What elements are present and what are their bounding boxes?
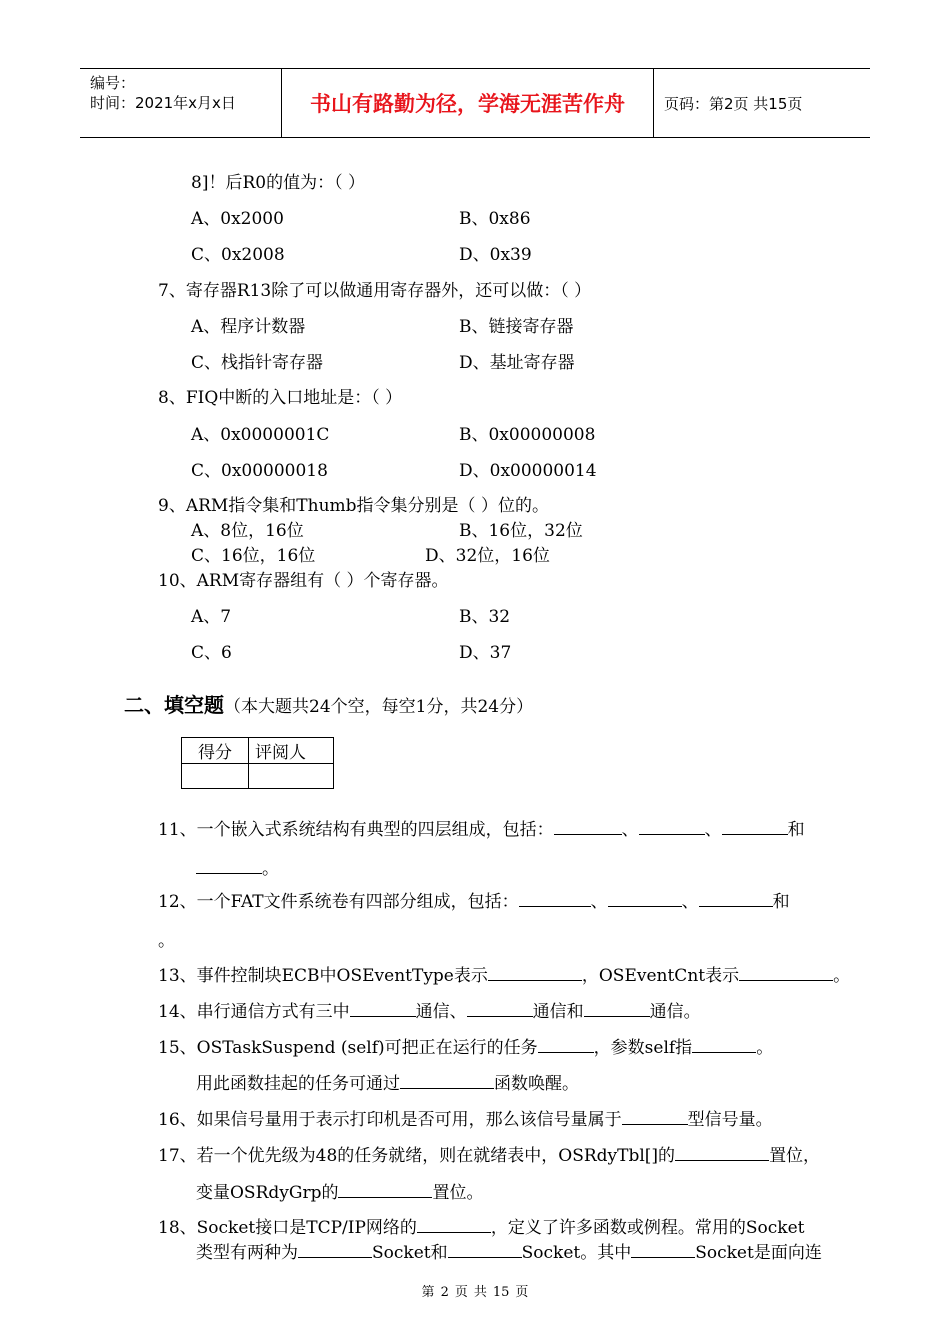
q7-option-d: D、基址寄存器 xyxy=(459,353,575,373)
footer-di: 第 xyxy=(421,1285,435,1300)
number-label: 编号： xyxy=(90,74,136,92)
q8-option-b: B、0x00000008 xyxy=(459,425,596,445)
q11-stem: 11、一个嵌入式系统结构有典型的四层组成，包括： xyxy=(158,820,554,840)
footer-total-pages: 15 xyxy=(492,1285,510,1300)
q15-line2a: 用此函数挂起的任务可通过 xyxy=(196,1074,400,1094)
q18-line2d: Socket是面向连 xyxy=(695,1243,822,1263)
footer-ye1: 页 xyxy=(454,1285,468,1300)
q16-blank[interactable] xyxy=(622,1108,688,1125)
q13-end: 。 xyxy=(833,966,851,986)
q12-blank-1[interactable] xyxy=(519,890,591,907)
q17-line2 xyxy=(196,1181,483,1204)
q6-option-c: C、0x2008 xyxy=(191,245,285,265)
q8-option-d: D、0x00000014 xyxy=(459,461,597,481)
score-label: 得分 xyxy=(182,738,249,764)
q14-blank-2[interactable] xyxy=(467,1000,533,1017)
q12-end: 。 xyxy=(158,931,175,951)
header-info xyxy=(80,69,282,137)
q16-end: 型信号量。 xyxy=(687,1110,773,1130)
score-cell[interactable] xyxy=(182,764,249,789)
q18-line1 xyxy=(158,1216,805,1239)
q11-sep2: 、 xyxy=(704,820,722,840)
q10-option-a: A、7 xyxy=(191,607,232,627)
q17-blank-2[interactable] xyxy=(338,1181,432,1198)
q16-stem: 16、如果信号量用于表示打印机是否可用，那么该信号量属于 xyxy=(158,1110,622,1130)
q10-option-b: B、32 xyxy=(459,607,511,627)
q11-blank-2[interactable] xyxy=(639,818,705,835)
q15-blank-1[interactable] xyxy=(538,1036,594,1053)
q15-line1 xyxy=(158,1036,773,1059)
q17-line2b: 置位。 xyxy=(432,1183,484,1203)
q8-option-c: C、0x00000018 xyxy=(191,461,328,481)
page-footer xyxy=(0,1281,950,1300)
q14-p3: 通信。 xyxy=(649,1002,701,1022)
q15-blank-2[interactable] xyxy=(692,1036,756,1053)
q17-line1 xyxy=(158,1144,820,1167)
q15-line2b: 函数唤醒。 xyxy=(494,1074,579,1094)
q18-stem: 18、Socket接口是TCP/IP网络的 xyxy=(158,1218,417,1238)
q14-blank-1[interactable] xyxy=(350,1000,416,1017)
q7-option-a: A、程序计数器 xyxy=(191,317,306,337)
footer-page-number: 2 xyxy=(440,1285,449,1300)
q8-option-a: A、0x0000001C xyxy=(191,425,330,445)
q11-line2 xyxy=(196,857,279,880)
q13-mid: ，OSEventCnt表示 xyxy=(581,966,740,986)
q14-stem: 14、串行通信方式有三中 xyxy=(158,1002,350,1022)
q11-blank-4[interactable] xyxy=(196,857,262,874)
q7-option-b: B、链接寄存器 xyxy=(459,317,574,337)
q14-line xyxy=(158,1000,701,1023)
q11-and: 和 xyxy=(787,820,805,840)
q10-option-d: D、37 xyxy=(459,643,512,663)
q15-stem: 15、OSTaskSuspend (self)可把正在运行的任务 xyxy=(158,1038,538,1058)
q17-blank-1[interactable] xyxy=(675,1144,769,1161)
q6-option-b: B、0x86 xyxy=(459,209,531,229)
q11-end: 。 xyxy=(262,859,279,879)
q6-option-a: A、0x2000 xyxy=(191,209,284,229)
q9-option-b: B、16位，32位 xyxy=(459,521,583,541)
q13-blank-2[interactable] xyxy=(739,964,833,981)
section-heading xyxy=(124,689,533,718)
q9-option-d: D、32位，16位 xyxy=(425,546,550,566)
q12-stem: 12、一个FAT文件系统卷有四部分组成，包括： xyxy=(158,892,519,912)
q6-tail: 8]！后R0的值为：（ ） xyxy=(191,173,365,193)
section-title: 二、填空题 xyxy=(124,693,224,717)
q18-line2b: Socket和 xyxy=(372,1243,448,1263)
q11-blank-3[interactable] xyxy=(722,818,788,835)
q15-mid: ，参数self指 xyxy=(593,1038,693,1058)
q9-option-c: C、16位，16位 xyxy=(191,546,316,566)
q18-blank-3[interactable] xyxy=(448,1241,522,1258)
q12-sep2: 、 xyxy=(681,892,699,912)
q15-end: 。 xyxy=(756,1038,774,1058)
footer-gong: 共 xyxy=(473,1285,487,1300)
q17-end: 置位， xyxy=(769,1146,821,1166)
q10-stem: 10、ARM寄存器组有（ ）个寄存器。 xyxy=(158,571,449,591)
q13-blank-1[interactable] xyxy=(488,964,582,981)
q12-and: 和 xyxy=(772,892,790,912)
q16-line xyxy=(158,1108,773,1131)
page-label: 页码：第2页 共15页 xyxy=(664,94,803,113)
q18-line2 xyxy=(196,1241,822,1264)
q13-line xyxy=(158,964,850,987)
q9-option-a: A、8位，16位 xyxy=(191,521,304,541)
q17-line2a: 变量OSRdyGrp的 xyxy=(196,1183,339,1203)
q18-blank-2[interactable] xyxy=(298,1241,372,1258)
q17-stem: 17、若一个优先级为48的任务就绪，则在就绪表中，OSRdyTbl[]的 xyxy=(158,1146,676,1166)
q18-blank-4[interactable] xyxy=(631,1241,695,1258)
q7-option-c: C、栈指针寄存器 xyxy=(191,353,324,373)
q11-sep1: 、 xyxy=(621,820,639,840)
footer-ye2: 页 xyxy=(515,1285,529,1300)
page-header xyxy=(80,68,870,138)
q14-p2: 通信和 xyxy=(532,1002,584,1022)
q6-option-d: D、0x39 xyxy=(459,245,532,265)
q18-line2c: Socket。其中 xyxy=(521,1243,632,1263)
q12-blank-3[interactable] xyxy=(699,890,773,907)
q9-stem: 9、ARM指令集和Thumb指令集分别是（ ）位的。 xyxy=(158,496,549,516)
score-table xyxy=(181,737,334,789)
q14-p1: 通信、 xyxy=(415,1002,467,1022)
q13-stem: 13、事件控制块ECB中OSEventType表示 xyxy=(158,966,488,986)
q8-stem: 8、FIQ中断的入口地址是：（ ） xyxy=(158,388,403,408)
q18-mid: ，定义了许多函数或例程。常用的Socket xyxy=(490,1218,805,1238)
q12-blank-2[interactable] xyxy=(608,890,682,907)
q12-sep1: 、 xyxy=(590,892,608,912)
q11-blank-1[interactable] xyxy=(554,818,622,835)
reviewer-label: 评阅人 xyxy=(249,738,334,764)
q14-blank-3[interactable] xyxy=(584,1000,650,1017)
q15-line2 xyxy=(196,1072,579,1095)
q11-line1 xyxy=(158,818,805,841)
motto: 书山有路勤为径，学海无涯苦作舟 xyxy=(282,69,654,137)
q10-option-c: C、6 xyxy=(191,643,232,663)
q18-blank-1[interactable] xyxy=(417,1216,491,1233)
q18-line2a: 类型有两种为 xyxy=(196,1243,298,1263)
reviewer-cell[interactable] xyxy=(249,764,334,789)
q15-blank-3[interactable] xyxy=(400,1072,494,1089)
section-note: （本大题共24个空，每空1分，共24分） xyxy=(224,697,534,717)
q12-line1 xyxy=(158,890,790,913)
q7-stem: 7、寄存器R13除了可以做通用寄存器外，还可以做：（ ） xyxy=(158,281,592,301)
date-label: 时间：2021年x月x日 xyxy=(90,94,236,112)
